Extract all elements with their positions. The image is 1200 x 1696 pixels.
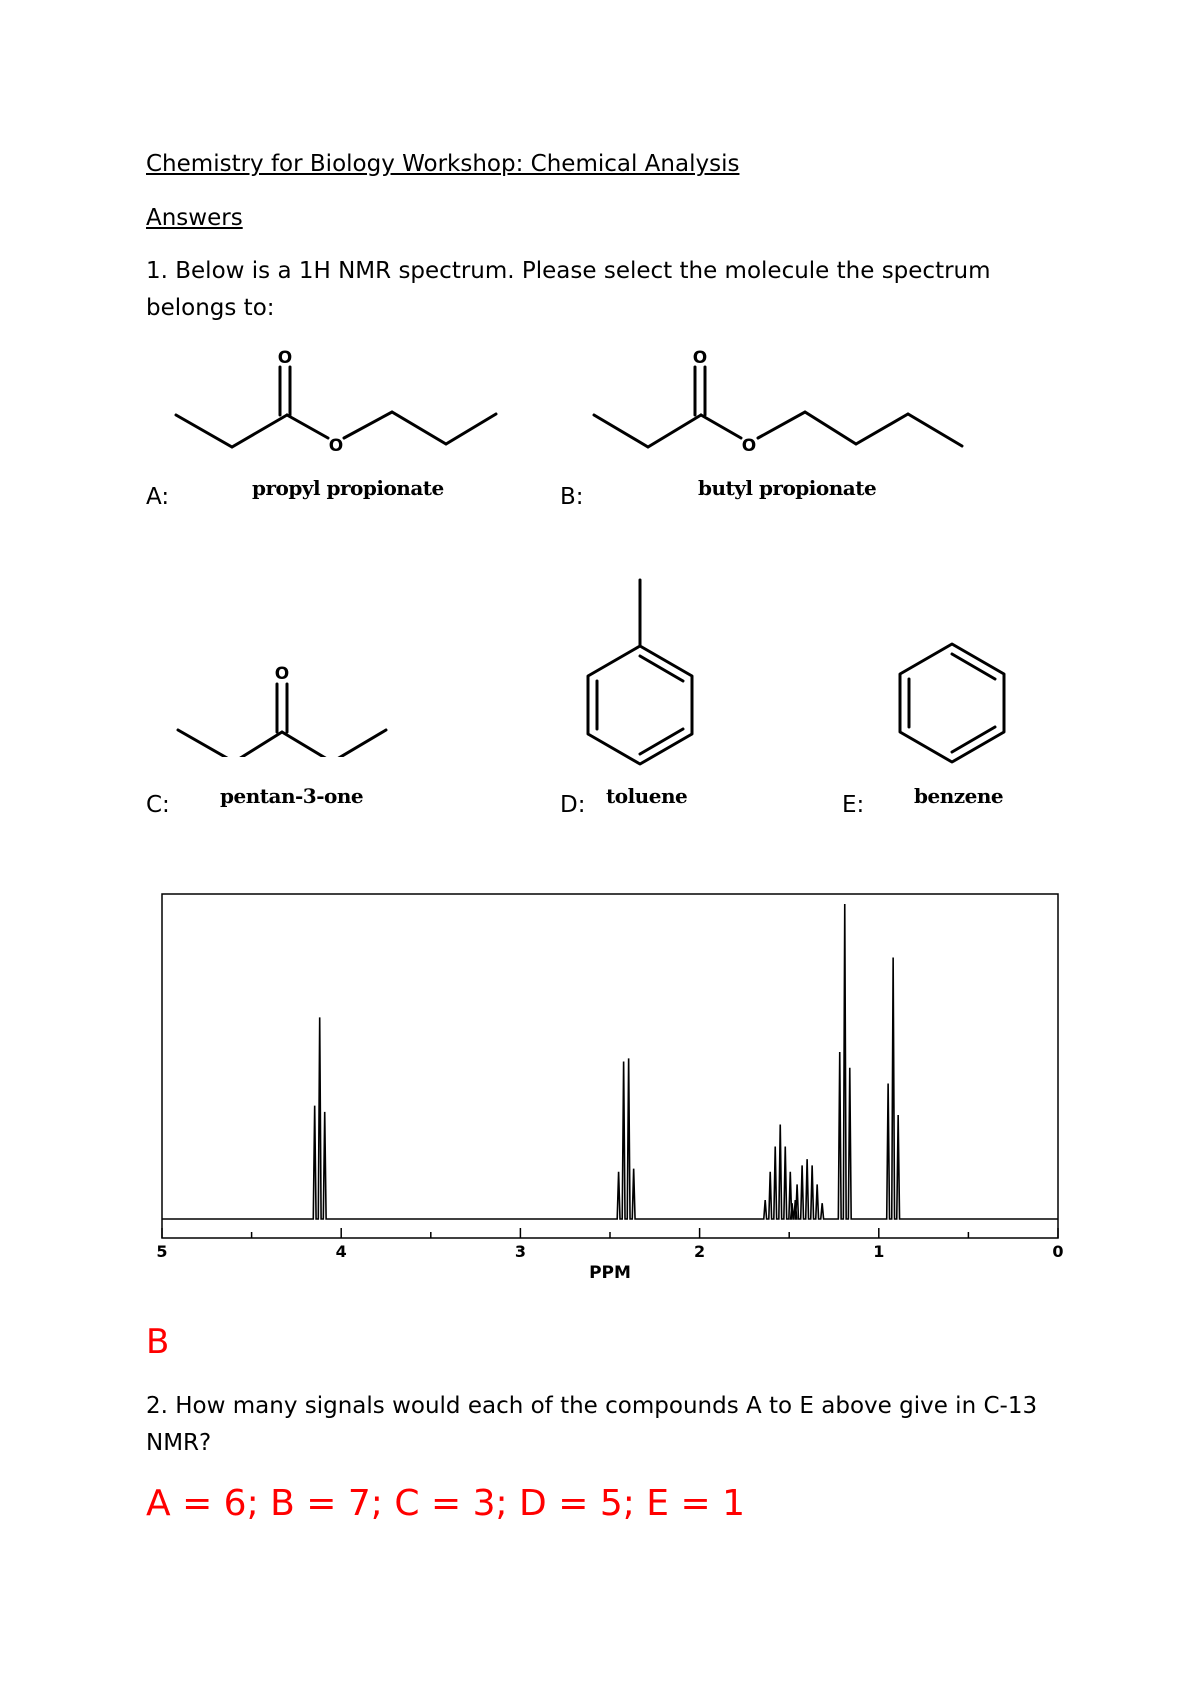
option-a-letter: A: bbox=[146, 484, 170, 510]
option-d-name: toluene bbox=[606, 784, 688, 808]
structure-toluene bbox=[580, 576, 700, 766]
document-title: Chemistry for Biology Workshop: Chemical Analysis bbox=[146, 151, 740, 177]
x-tick-label: 1 bbox=[873, 1242, 885, 1261]
option-c-name: pentan-3-one bbox=[220, 784, 364, 808]
option-b-name: butyl propionate bbox=[698, 476, 877, 500]
question-1-text-cont: belongs to: bbox=[146, 295, 275, 321]
x-axis-ticks bbox=[162, 1228, 1058, 1238]
option-a-name: propyl propionate bbox=[252, 476, 444, 500]
oxygen-label: O bbox=[692, 348, 708, 368]
x-tick-label: 0 bbox=[1052, 1242, 1064, 1261]
option-d-letter: D: bbox=[560, 792, 586, 818]
oxygen-label: O bbox=[328, 436, 344, 456]
structure-pentan-3-one bbox=[172, 662, 392, 757]
nmr-spectrum-chart bbox=[150, 885, 1080, 1295]
x-axis-label: PPM bbox=[589, 1263, 631, 1283]
x-tick-label: 3 bbox=[514, 1242, 526, 1261]
plot-frame bbox=[162, 894, 1058, 1238]
question-1-text: 1. Below is a 1H NMR spectrum. Please select the molecule the spectrum bbox=[146, 258, 991, 284]
option-e-letter: E: bbox=[842, 792, 865, 818]
structure-propyl-propionate bbox=[170, 345, 510, 460]
option-c-letter: C: bbox=[146, 792, 170, 818]
option-e-name: benzene bbox=[914, 784, 1004, 808]
structure-benzene bbox=[892, 640, 1012, 766]
oxygen-label: O bbox=[274, 664, 290, 684]
question-2-text-cont: NMR? bbox=[146, 1430, 212, 1456]
x-tick-label: 5 bbox=[156, 1242, 168, 1261]
answer-2: A = 6; B = 7; C = 3; D = 5; E = 1 bbox=[146, 1483, 745, 1524]
oxygen-label: O bbox=[741, 436, 757, 456]
x-tick-label: 4 bbox=[335, 1242, 347, 1261]
option-b-letter: B: bbox=[560, 484, 584, 510]
structure-butyl-propionate bbox=[588, 345, 968, 460]
answer-1: B bbox=[146, 1322, 170, 1362]
answers-heading: Answers bbox=[146, 205, 243, 231]
oxygen-label: O bbox=[277, 348, 293, 368]
question-2-text: 2. How many signals would each of the compounds A to E above give in C-13 bbox=[146, 1393, 1038, 1419]
x-tick-label: 2 bbox=[694, 1242, 706, 1261]
x-axis-tick-labels bbox=[156, 1242, 1063, 1261]
spectrum-trace bbox=[162, 904, 1058, 1219]
